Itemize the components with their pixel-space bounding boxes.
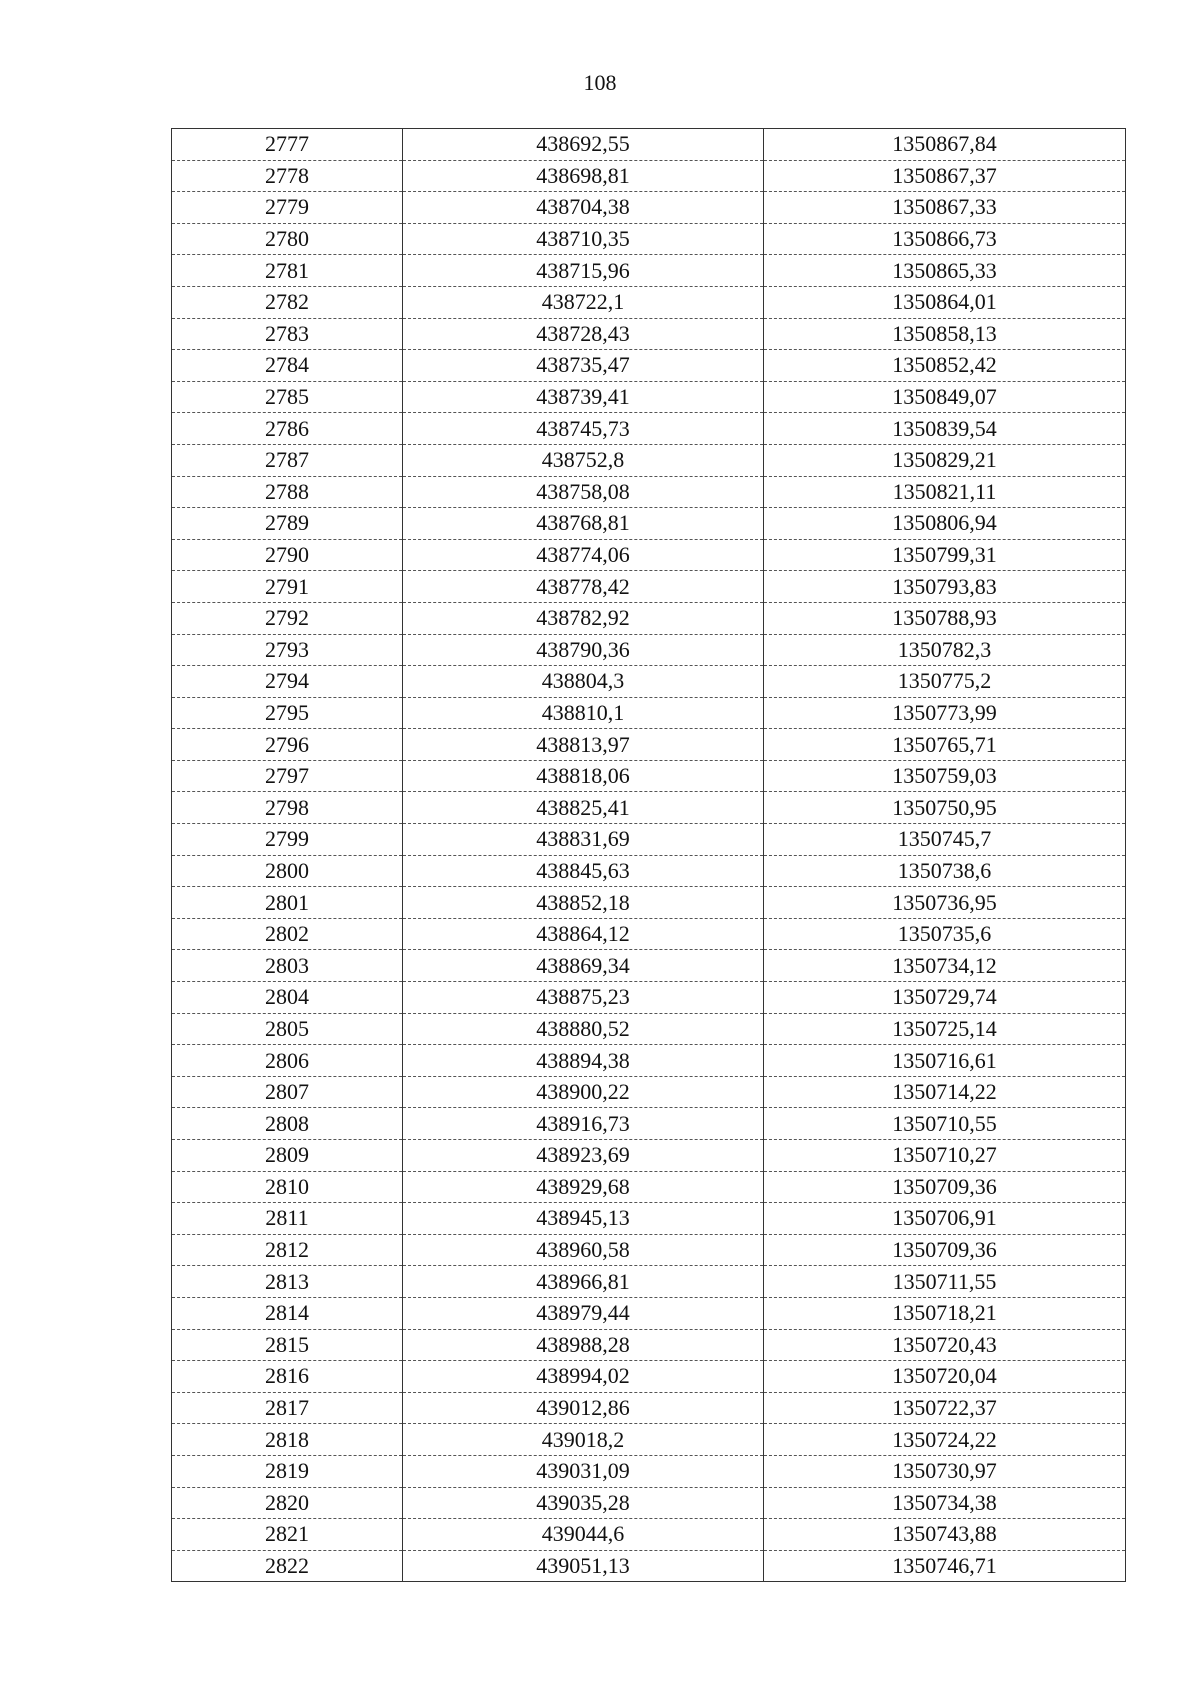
x-coordinate-cell: 438813,97 [403,729,764,761]
table-row [172,1266,1126,1298]
table-row [172,1203,1126,1235]
x-coordinate-cell: 438852,18 [403,887,764,919]
y-coordinate-cell: 1350735,6 [764,918,1126,950]
y-coordinate-cell: 1350729,74 [764,982,1126,1014]
point-number-cell: 2806 [172,1045,403,1077]
point-number-cell: 2822 [172,1550,403,1582]
x-coordinate-cell: 438739,41 [403,381,764,413]
x-coordinate-cell: 438782,92 [403,602,764,634]
x-coordinate-cell: 438875,23 [403,982,764,1014]
x-coordinate-cell: 438698,81 [403,160,764,192]
y-coordinate-cell: 1350775,2 [764,666,1126,698]
y-coordinate-cell: 1350730,97 [764,1455,1126,1487]
point-number-cell: 2790 [172,539,403,571]
table-row [172,697,1126,729]
table-row [172,1297,1126,1329]
y-coordinate-cell: 1350709,36 [764,1171,1126,1203]
x-coordinate-cell: 438758,08 [403,476,764,508]
point-number-cell: 2783 [172,318,403,350]
y-coordinate-cell: 1350710,27 [764,1140,1126,1172]
y-coordinate-cell: 1350720,04 [764,1361,1126,1393]
table-row [172,381,1126,413]
x-coordinate-cell: 438929,68 [403,1171,764,1203]
table-row [172,539,1126,571]
table-row [172,1329,1126,1361]
point-number-cell: 2818 [172,1424,403,1456]
y-coordinate-cell: 1350725,14 [764,1013,1126,1045]
point-number-cell: 2799 [172,824,403,856]
page-number: 108 [583,70,617,95]
coordinates-table-body [172,129,1126,1582]
point-number-cell: 2808 [172,1108,403,1140]
point-number-cell: 2810 [172,1171,403,1203]
point-number-cell: 2778 [172,160,403,192]
point-number-cell: 2815 [172,1329,403,1361]
y-coordinate-cell: 1350710,55 [764,1108,1126,1140]
point-number-cell: 2811 [172,1203,403,1235]
x-coordinate-cell: 438825,41 [403,792,764,824]
y-coordinate-cell: 1350750,95 [764,792,1126,824]
y-coordinate-cell: 1350706,91 [764,1203,1126,1235]
table-row [172,602,1126,634]
table-row [172,1045,1126,1077]
table-row [172,760,1126,792]
point-number-cell: 2812 [172,1234,403,1266]
table-row [172,887,1126,919]
table-row [172,1487,1126,1519]
point-number-cell: 2779 [172,192,403,224]
point-number-cell: 2807 [172,1076,403,1108]
table-row [172,634,1126,666]
point-number-cell: 2803 [172,950,403,982]
table-row [172,1361,1126,1393]
table-row [172,508,1126,540]
point-number-cell: 2805 [172,1013,403,1045]
y-coordinate-cell: 1350711,55 [764,1266,1126,1298]
table-row [172,918,1126,950]
x-coordinate-cell: 438988,28 [403,1329,764,1361]
table-row [172,318,1126,350]
y-coordinate-cell: 1350738,6 [764,855,1126,887]
x-coordinate-cell: 438790,36 [403,634,764,666]
x-coordinate-cell: 439035,28 [403,1487,764,1519]
point-number-cell: 2787 [172,444,403,476]
y-coordinate-cell: 1350745,7 [764,824,1126,856]
y-coordinate-cell: 1350849,07 [764,381,1126,413]
y-coordinate-cell: 1350765,71 [764,729,1126,761]
y-coordinate-cell: 1350867,33 [764,192,1126,224]
point-number-cell: 2816 [172,1361,403,1393]
point-number-cell: 2791 [172,571,403,603]
point-number-cell: 2804 [172,982,403,1014]
table-row [172,792,1126,824]
x-coordinate-cell: 438768,81 [403,508,764,540]
point-number-cell: 2780 [172,223,403,255]
table-row [172,855,1126,887]
y-coordinate-cell: 1350782,3 [764,634,1126,666]
table-row [172,1013,1126,1045]
x-coordinate-cell: 438704,38 [403,192,764,224]
x-coordinate-cell: 438774,06 [403,539,764,571]
y-coordinate-cell: 1350709,36 [764,1234,1126,1266]
x-coordinate-cell: 438831,69 [403,824,764,856]
y-coordinate-cell: 1350734,12 [764,950,1126,982]
point-number-cell: 2813 [172,1266,403,1298]
point-number-cell: 2819 [172,1455,403,1487]
point-number-cell: 2800 [172,855,403,887]
point-number-cell: 2789 [172,508,403,540]
x-coordinate-cell: 438710,35 [403,223,764,255]
y-coordinate-cell: 1350722,37 [764,1392,1126,1424]
table-row [172,1392,1126,1424]
x-coordinate-cell: 438722,1 [403,286,764,318]
table-row [172,729,1126,761]
table-row [172,824,1126,856]
point-number-cell: 2802 [172,918,403,950]
point-number-cell: 2782 [172,286,403,318]
table-row [172,160,1126,192]
x-coordinate-cell: 439031,09 [403,1455,764,1487]
point-number-cell: 2798 [172,792,403,824]
x-coordinate-cell: 438923,69 [403,1140,764,1172]
x-coordinate-cell: 438735,47 [403,350,764,382]
x-coordinate-cell: 438804,3 [403,666,764,698]
x-coordinate-cell: 438810,1 [403,697,764,729]
x-coordinate-cell: 438715,96 [403,255,764,287]
x-coordinate-cell: 438945,13 [403,1203,764,1235]
coordinates-table [171,128,1126,1582]
table-row [172,129,1126,161]
y-coordinate-cell: 1350806,94 [764,508,1126,540]
y-coordinate-cell: 1350821,11 [764,476,1126,508]
table-row [172,666,1126,698]
table-row [172,1171,1126,1203]
x-coordinate-cell: 438818,06 [403,760,764,792]
y-coordinate-cell: 1350734,38 [764,1487,1126,1519]
x-coordinate-cell: 438745,73 [403,413,764,445]
y-coordinate-cell: 1350866,73 [764,223,1126,255]
x-coordinate-cell: 438960,58 [403,1234,764,1266]
y-coordinate-cell: 1350829,21 [764,444,1126,476]
x-coordinate-cell: 439012,86 [403,1392,764,1424]
table-row [172,571,1126,603]
point-number-cell: 2784 [172,350,403,382]
x-coordinate-cell: 438845,63 [403,855,764,887]
y-coordinate-cell: 1350799,31 [764,539,1126,571]
x-coordinate-cell: 438916,73 [403,1108,764,1140]
point-number-cell: 2817 [172,1392,403,1424]
table-row [172,1455,1126,1487]
point-number-cell: 2788 [172,476,403,508]
y-coordinate-cell: 1350743,88 [764,1519,1126,1551]
table-row [172,1550,1126,1582]
table-row [172,982,1126,1014]
y-coordinate-cell: 1350773,99 [764,697,1126,729]
x-coordinate-cell: 438994,02 [403,1361,764,1393]
table-row [172,286,1126,318]
x-coordinate-cell: 438869,34 [403,950,764,982]
table-row [172,413,1126,445]
y-coordinate-cell: 1350718,21 [764,1297,1126,1329]
x-coordinate-cell: 438900,22 [403,1076,764,1108]
y-coordinate-cell: 1350867,37 [764,160,1126,192]
y-coordinate-cell: 1350839,54 [764,413,1126,445]
point-number-cell: 2777 [172,129,403,161]
table-row [172,1234,1126,1266]
table-row [172,350,1126,382]
x-coordinate-cell: 438778,42 [403,571,764,603]
y-coordinate-cell: 1350864,01 [764,286,1126,318]
point-number-cell: 2814 [172,1297,403,1329]
point-number-cell: 2793 [172,634,403,666]
y-coordinate-cell: 1350746,71 [764,1550,1126,1582]
point-number-cell: 2820 [172,1487,403,1519]
x-coordinate-cell: 439044,6 [403,1519,764,1551]
table-row [172,1140,1126,1172]
point-number-cell: 2809 [172,1140,403,1172]
y-coordinate-cell: 1350720,43 [764,1329,1126,1361]
point-number-cell: 2794 [172,666,403,698]
x-coordinate-cell: 438880,52 [403,1013,764,1045]
y-coordinate-cell: 1350788,93 [764,602,1126,634]
x-coordinate-cell: 438979,44 [403,1297,764,1329]
y-coordinate-cell: 1350852,42 [764,350,1126,382]
table-row [172,223,1126,255]
point-number-cell: 2796 [172,729,403,761]
x-coordinate-cell: 438752,8 [403,444,764,476]
table-row [172,192,1126,224]
point-number-cell: 2785 [172,381,403,413]
point-number-cell: 2795 [172,697,403,729]
x-coordinate-cell: 438864,12 [403,918,764,950]
table-row [172,255,1126,287]
point-number-cell: 2797 [172,760,403,792]
x-coordinate-cell: 438894,38 [403,1045,764,1077]
table-row [172,1519,1126,1551]
table-row [172,476,1126,508]
x-coordinate-cell: 438728,43 [403,318,764,350]
y-coordinate-cell: 1350759,03 [764,760,1126,792]
point-number-cell: 2821 [172,1519,403,1551]
point-number-cell: 2781 [172,255,403,287]
point-number-cell: 2801 [172,887,403,919]
table-row [172,444,1126,476]
y-coordinate-cell: 1350736,95 [764,887,1126,919]
point-number-cell: 2786 [172,413,403,445]
y-coordinate-cell: 1350716,61 [764,1045,1126,1077]
y-coordinate-cell: 1350793,83 [764,571,1126,603]
y-coordinate-cell: 1350714,22 [764,1076,1126,1108]
table-row [172,1424,1126,1456]
point-number-cell: 2792 [172,602,403,634]
x-coordinate-cell: 439051,13 [403,1550,764,1582]
x-coordinate-cell: 438966,81 [403,1266,764,1298]
table-row [172,1076,1126,1108]
y-coordinate-cell: 1350867,84 [764,129,1126,161]
x-coordinate-cell: 439018,2 [403,1424,764,1456]
table-row [172,1108,1126,1140]
y-coordinate-cell: 1350858,13 [764,318,1126,350]
y-coordinate-cell: 1350865,33 [764,255,1126,287]
table-row [172,950,1126,982]
y-coordinate-cell: 1350724,22 [764,1424,1126,1456]
x-coordinate-cell: 438692,55 [403,129,764,161]
